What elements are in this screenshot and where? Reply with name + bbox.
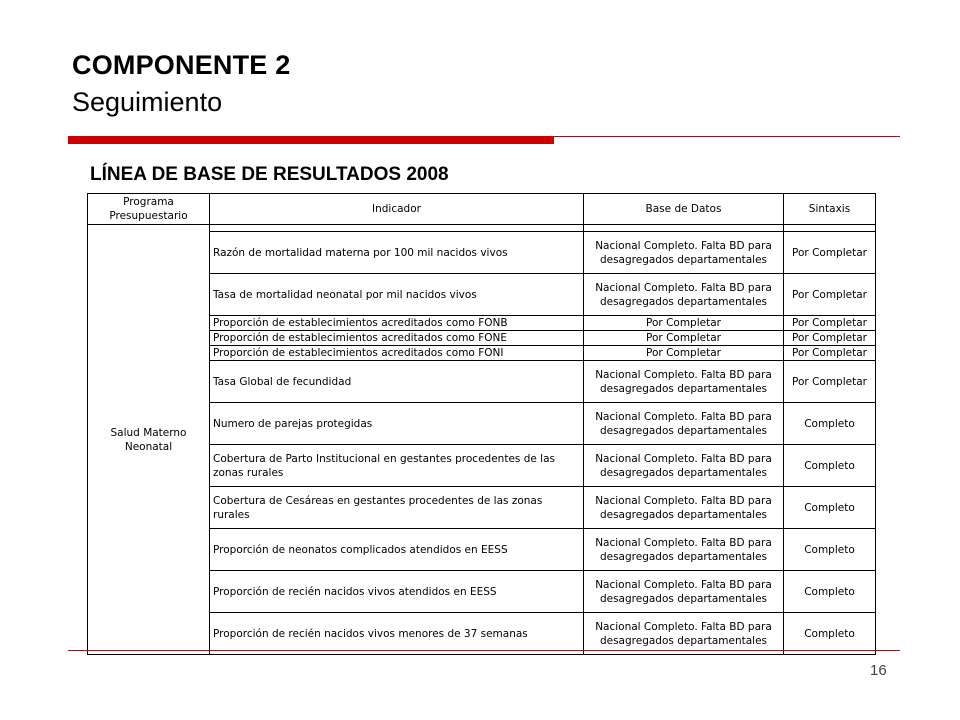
syntax-cell: Completo <box>784 487 876 529</box>
indicator-cell: Tasa Global de fecundidad <box>210 361 584 403</box>
section-title: LÍNEA DE BASE DE RESULTADOS 2008 <box>90 164 449 185</box>
indicator-cell: Cobertura de Cesáreas en gestantes procedentes de las zonas rurales <box>210 487 584 529</box>
indicator-cell: Proporción de establecimientos acreditados como FONB <box>210 316 584 331</box>
database-cell: Nacional Completo. Falta BD para desagregados departamentales <box>584 361 784 403</box>
syntax-cell: Por Completar <box>784 361 876 403</box>
indicator-cell: Proporción de neonatos complicados atendidos en EESS <box>210 529 584 571</box>
database-cell: Nacional Completo. Falta BD para desagregados departamentales <box>584 274 784 316</box>
database-cell: Por Completar <box>584 331 784 346</box>
accent-rule-thick <box>68 136 554 144</box>
indicator-cell: Proporción de recién nacidos vivos atendidos en EESS <box>210 571 584 613</box>
indicator-cell: Proporción de recién nacidos vivos menores de 37 semanas <box>210 613 584 655</box>
syntax-cell: Completo <box>784 571 876 613</box>
syntax-cell: Por Completar <box>784 232 876 274</box>
database-cell: Nacional Completo. Falta BD para desagregados departamentales <box>584 232 784 274</box>
syntax-cell: Por Completar <box>784 274 876 316</box>
database-cell: Nacional Completo. Falta BD para desagregados departamentales <box>584 445 784 487</box>
slide-title: COMPONENTE 2 <box>72 50 291 80</box>
syntax-cell: Completo <box>784 613 876 655</box>
slide-subtitle: Seguimiento <box>72 87 223 117</box>
database-cell: Nacional Completo. Falta BD para desagregados departamentales <box>584 487 784 529</box>
table-spacer-row <box>88 225 876 232</box>
page-number: 16 <box>870 662 887 679</box>
database-cell: Por Completar <box>584 346 784 361</box>
indicator-cell: Proporción de establecimientos acreditados como FONI <box>210 346 584 361</box>
indicator-cell: Cobertura de Parto Institucional en gestantes procedentes de las zonas rurales <box>210 445 584 487</box>
syntax-cell: Completo <box>784 445 876 487</box>
header-sintaxis: Sintaxis <box>784 194 876 225</box>
indicator-cell: Proporción de establecimientos acreditados como FONE <box>210 331 584 346</box>
results-table <box>87 193 876 655</box>
database-cell: Nacional Completo. Falta BD para desagregados departamentales <box>584 403 784 445</box>
program-cell: Salud Materno Neonatal <box>88 225 210 655</box>
syntax-cell: Completo <box>784 529 876 571</box>
accent-rule-thin <box>554 136 900 137</box>
syntax-cell: Por Completar <box>784 316 876 331</box>
header-base: Base de Datos <box>584 194 784 225</box>
table-header-row <box>88 194 876 225</box>
database-cell: Por Completar <box>584 316 784 331</box>
footer-rule <box>68 650 900 651</box>
header-programa: Programa Presupuestario <box>88 194 210 225</box>
indicator-cell: Razón de mortalidad materna por 100 mil nacidos vivos <box>210 232 584 274</box>
indicator-cell: Tasa de mortalidad neonatal por mil nacidos vivos <box>210 274 584 316</box>
indicator-cell: Numero de parejas protegidas <box>210 403 584 445</box>
syntax-cell: Completo <box>784 403 876 445</box>
syntax-cell: Por Completar <box>784 346 876 361</box>
database-cell: Nacional Completo. Falta BD para desagregados departamentales <box>584 529 784 571</box>
database-cell: Nacional Completo. Falta BD para desagregados departamentales <box>584 571 784 613</box>
database-cell: Nacional Completo. Falta BD para desagregados departamentales <box>584 613 784 655</box>
syntax-cell: Por Completar <box>784 331 876 346</box>
header-indicador: Indicador <box>210 194 584 225</box>
